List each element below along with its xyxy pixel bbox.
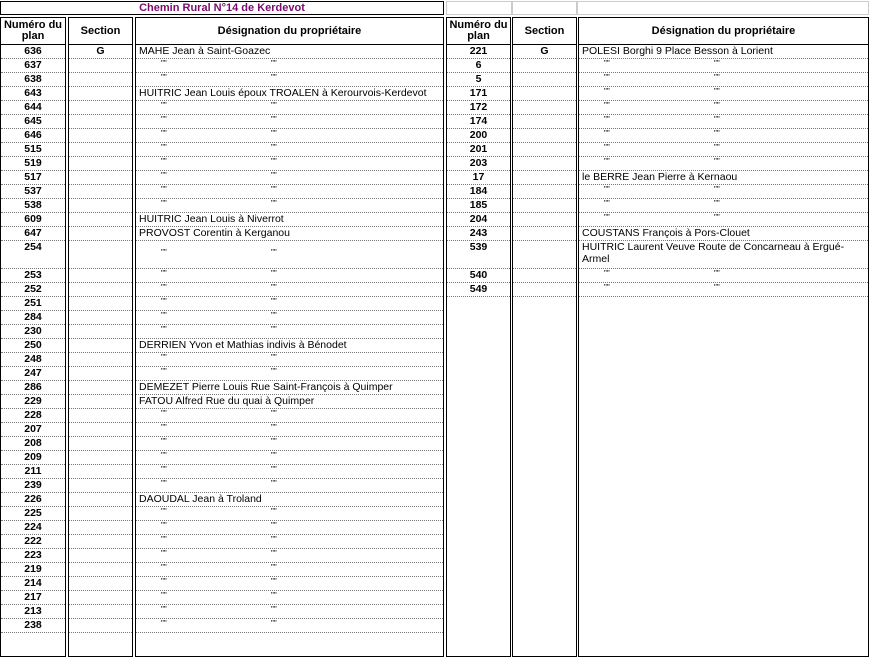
plan-number-cell: 643 — [1, 87, 65, 101]
ditto-mark: "" — [271, 437, 277, 446]
plan-number-cell: 609 — [1, 213, 65, 227]
section-cell — [69, 535, 132, 549]
section-cell — [513, 73, 576, 87]
plan-number-cell: 250 — [1, 339, 65, 353]
owner-designation-cell — [136, 283, 443, 297]
owner-designation-cell — [136, 605, 443, 619]
ditto-mark: "" — [161, 269, 167, 278]
section-cell — [513, 213, 576, 227]
ditto-mark: "" — [161, 248, 167, 257]
plan-number-cell: 230 — [1, 325, 65, 339]
ditto-mark: "" — [271, 59, 277, 68]
ditto-mark: "" — [161, 507, 167, 516]
ditto-mark: "" — [271, 101, 277, 110]
owner-designation-cell — [136, 577, 443, 591]
plan-number-cell: 637 — [1, 59, 65, 73]
plan-number-cell: 17 — [447, 171, 510, 185]
owner-designation-cell: DAOUDAL Jean à Troland — [136, 493, 443, 507]
plan-number-cell: 174 — [447, 115, 510, 129]
ditto-mark: "" — [161, 577, 167, 586]
owner-designation-cell — [579, 213, 868, 227]
ditto-mark: "" — [604, 101, 610, 110]
section-cell — [69, 591, 132, 605]
plan-number-cell: 517 — [1, 171, 65, 185]
ditto-mark: "" — [161, 59, 167, 68]
plan-number-cell: 252 — [1, 283, 65, 297]
ditto-mark: "" — [271, 311, 277, 320]
ditto-mark: "" — [714, 157, 720, 166]
plan-number-cell: 638 — [1, 73, 65, 87]
ditto-mark: "" — [161, 563, 167, 572]
empty-title-cell — [577, 1, 869, 15]
plan-number-cell: 248 — [1, 353, 65, 367]
header-numero-label: Numéro du plan — [449, 19, 508, 42]
plan-number-cell: 549 — [447, 283, 510, 297]
ditto-mark: "" — [161, 591, 167, 600]
empty-title-cell — [512, 1, 577, 15]
section-cell — [69, 87, 132, 101]
section-cell — [69, 493, 132, 507]
ditto-mark: "" — [271, 549, 277, 558]
ditto-mark: "" — [161, 437, 167, 446]
section-cell — [513, 101, 576, 115]
owner-designation-cell — [579, 157, 868, 171]
section-cell — [69, 605, 132, 619]
ditto-mark: "" — [604, 143, 610, 152]
section-cell — [69, 619, 132, 633]
ditto-mark: "" — [161, 451, 167, 460]
plan-number-cell: 226 — [1, 493, 65, 507]
ditto-mark: "" — [161, 115, 167, 124]
ditto-mark: "" — [271, 157, 277, 166]
ditto-mark: "" — [714, 101, 720, 110]
section-cell — [69, 465, 132, 479]
section-cell — [69, 549, 132, 563]
plan-number-cell: 185 — [447, 199, 510, 213]
owner-designation-cell: POLESI Borghi 9 Place Besson à Lorient — [579, 45, 868, 59]
owner-designation-cell — [579, 199, 868, 213]
owner-designation-cell — [136, 101, 443, 115]
section-cell — [69, 423, 132, 437]
header-section-right — [512, 17, 577, 45]
plan-number-cell: 211 — [1, 465, 65, 479]
section-cell — [513, 269, 576, 283]
owner-designation-cell — [136, 451, 443, 465]
owner-designation-cell: le BERRE Jean Pierre à Kernaou — [579, 171, 868, 185]
section-cell — [69, 479, 132, 493]
section-cell — [513, 157, 576, 171]
ditto-mark: "" — [161, 535, 167, 544]
plan-number-cell: 219 — [1, 563, 65, 577]
header-section-label: Section — [524, 24, 565, 37]
plan-number-cell: 204 — [447, 213, 510, 227]
owner-designation-cell — [136, 241, 443, 269]
ditto-mark: "" — [271, 248, 277, 257]
owner-designation-cell — [136, 59, 443, 73]
ditto-mark: "" — [161, 101, 167, 110]
ditto-mark: "" — [271, 619, 277, 628]
ditto-mark: "" — [161, 409, 167, 418]
section-cell — [69, 339, 132, 353]
plan-number-cell: 5 — [447, 73, 510, 87]
plan-number-cell: 207 — [1, 423, 65, 437]
ditto-mark: "" — [271, 423, 277, 432]
section-cell — [69, 409, 132, 423]
header-designation-label: Désignation du propriétaire — [217, 24, 362, 37]
section-cell — [69, 311, 132, 325]
ditto-mark: "" — [161, 353, 167, 362]
section-cell — [513, 283, 576, 297]
owner-designation-cell — [136, 465, 443, 479]
ditto-mark: "" — [271, 353, 277, 362]
ditto-mark: "" — [271, 115, 277, 124]
ditto-mark: "" — [161, 605, 167, 614]
plan-number-cell: 243 — [447, 227, 510, 241]
plan-number-cell: 200 — [447, 129, 510, 143]
ditto-mark: "" — [161, 73, 167, 82]
plan-number-cell: 538 — [1, 199, 65, 213]
owner-designation-cell — [136, 437, 443, 451]
section-cell — [513, 87, 576, 101]
section-cell — [69, 227, 132, 241]
ditto-mark: "" — [161, 171, 167, 180]
section-cell — [69, 325, 132, 339]
section-cell — [69, 129, 132, 143]
header-section-label: Section — [80, 24, 121, 37]
plan-number-cell: 172 — [447, 101, 510, 115]
ditto-mark: "" — [271, 199, 277, 208]
ditto-mark: "" — [271, 325, 277, 334]
section-cell — [69, 213, 132, 227]
plan-number-cell: 247 — [1, 367, 65, 381]
ditto-mark: "" — [161, 311, 167, 320]
section-cell: G — [513, 45, 576, 59]
ditto-mark: "" — [604, 185, 610, 194]
owner-designation-cell — [579, 143, 868, 157]
owner-designation-cell — [136, 549, 443, 563]
header-section — [68, 17, 133, 45]
section-cell — [69, 353, 132, 367]
ditto-mark: "" — [604, 59, 610, 68]
owner-designation-cell — [579, 101, 868, 115]
ditto-mark: "" — [161, 423, 167, 432]
ditto-mark: "" — [161, 283, 167, 292]
section-cell — [69, 395, 132, 409]
ditto-mark: "" — [714, 115, 720, 124]
left-table — [0, 17, 444, 657]
owner-designation-cell — [579, 185, 868, 199]
title-bar — [0, 0, 870, 16]
ditto-mark: "" — [161, 549, 167, 558]
owner-designation-cell — [136, 325, 443, 339]
empty-title-cell — [446, 1, 512, 15]
ditto-mark: "" — [161, 479, 167, 488]
owner-designation-cell — [579, 115, 868, 129]
section-cell: G — [69, 45, 132, 59]
ditto-mark: "" — [161, 619, 167, 628]
section-cell — [69, 381, 132, 395]
plan-number-cell: 222 — [1, 535, 65, 549]
plan-number-cell: 239 — [1, 479, 65, 493]
ditto-mark: "" — [714, 59, 720, 68]
plan-number-cell: 203 — [447, 157, 510, 171]
owner-designation-cell — [136, 619, 443, 633]
ditto-mark: "" — [714, 269, 720, 278]
plan-number-cell: 6 — [447, 59, 510, 73]
ditto-mark: "" — [271, 521, 277, 530]
section-cell — [69, 185, 132, 199]
plan-number-cell: 286 — [1, 381, 65, 395]
ditto-mark: "" — [161, 521, 167, 530]
plan-number-cell: 214 — [1, 577, 65, 591]
section-cell — [69, 269, 132, 283]
owner-designation-cell — [136, 409, 443, 423]
plan-number-cell: 284 — [1, 311, 65, 325]
owner-designation-cell — [136, 269, 443, 283]
owner-designation-cell — [136, 591, 443, 605]
owner-designation-cell — [136, 563, 443, 577]
section-cell — [69, 451, 132, 465]
title-cell — [0, 1, 444, 15]
ditto-mark: "" — [714, 73, 720, 82]
owner-designation-cell: HUITRIC Laurent Veuve Route de Concarneau à Ergué-Armel — [579, 241, 868, 269]
ditto-mark: "" — [161, 199, 167, 208]
section-cell — [69, 115, 132, 129]
owner-designation-cell: MAHE Jean à Saint-Goazec — [136, 45, 443, 59]
ditto-mark: "" — [604, 283, 610, 292]
owner-designation-cell — [579, 73, 868, 87]
section-cell — [69, 241, 132, 269]
section-cell — [69, 437, 132, 451]
plan-number-cell: 647 — [1, 227, 65, 241]
owner-designation-cell — [136, 297, 443, 311]
owner-designation-cell — [579, 283, 868, 297]
section-cell — [513, 171, 576, 185]
section-cell — [69, 367, 132, 381]
owner-designation-cell: DERRIEN Yvon et Mathias indivis à Bénodet — [136, 339, 443, 353]
section-cell — [69, 171, 132, 185]
owner-designation-cell — [136, 171, 443, 185]
plan-number-cell: 223 — [1, 549, 65, 563]
plan-number-cell: 537 — [1, 185, 65, 199]
ditto-mark: "" — [271, 283, 277, 292]
ditto-mark: "" — [271, 605, 277, 614]
ditto-mark: "" — [604, 157, 610, 166]
ditto-mark: "" — [161, 297, 167, 306]
ditto-mark: "" — [271, 465, 277, 474]
plan-number-cell: 539 — [447, 241, 510, 269]
ditto-mark: "" — [271, 507, 277, 516]
ditto-mark: "" — [161, 143, 167, 152]
owner-designation-cell — [136, 185, 443, 199]
header-designation — [135, 17, 444, 45]
plan-number-cell: 519 — [1, 157, 65, 171]
owner-designation-cell — [136, 129, 443, 143]
ditto-mark: "" — [271, 409, 277, 418]
section-cell — [69, 507, 132, 521]
ditto-mark: "" — [161, 129, 167, 138]
ditto-mark: "" — [161, 367, 167, 376]
owner-designation-cell: HUITRIC Jean Louis époux TROALEN à Kerourvois-Kerdevot — [136, 87, 443, 101]
ditto-mark: "" — [271, 269, 277, 278]
ditto-mark: "" — [604, 269, 610, 278]
section-cell — [69, 283, 132, 297]
right-table — [446, 17, 870, 657]
owner-designation-cell — [136, 199, 443, 213]
ditto-mark: "" — [714, 129, 720, 138]
owner-designation-cell — [136, 157, 443, 171]
ditto-mark: "" — [271, 73, 277, 82]
owner-designation-cell — [579, 269, 868, 283]
header-numero-label: Numéro du plan — [3, 19, 63, 42]
owner-designation-cell — [136, 521, 443, 535]
ditto-mark: "" — [714, 87, 720, 96]
plan-number-cell: 238 — [1, 619, 65, 633]
section-cell — [513, 59, 576, 73]
section-cell — [69, 157, 132, 171]
ditto-mark: "" — [604, 115, 610, 124]
ditto-mark: "" — [604, 73, 610, 82]
section-cell — [69, 297, 132, 311]
plan-number-cell: 251 — [1, 297, 65, 311]
plan-number-cell: 229 — [1, 395, 65, 409]
plan-number-cell: 646 — [1, 129, 65, 143]
plan-number-cell: 645 — [1, 115, 65, 129]
owner-designation-cell — [136, 367, 443, 381]
ditto-mark: "" — [161, 185, 167, 194]
plan-number-cell: 221 — [447, 45, 510, 59]
owner-designation-cell: COUSTANS François à Pors-Clouet — [579, 227, 868, 241]
plan-number-cell: 515 — [1, 143, 65, 157]
ditto-mark: "" — [271, 535, 277, 544]
section-cell — [513, 143, 576, 157]
ditto-mark: "" — [714, 199, 720, 208]
ditto-mark: "" — [271, 185, 277, 194]
section-cell — [513, 227, 576, 241]
plan-number-cell: 254 — [1, 241, 65, 269]
owner-designation-cell: HUITRIC Jean Louis à Niverrot — [136, 213, 443, 227]
section-cell — [69, 199, 132, 213]
ditto-mark: "" — [271, 479, 277, 488]
section-cell — [69, 59, 132, 73]
section-cell — [69, 577, 132, 591]
owner-designation-cell — [136, 311, 443, 325]
ditto-mark: "" — [161, 465, 167, 474]
ditto-mark: "" — [714, 185, 720, 194]
section-cell — [513, 115, 576, 129]
section-cell — [513, 241, 576, 269]
ditto-mark: "" — [714, 143, 720, 152]
owner-designation-cell — [579, 59, 868, 73]
plan-number-cell: 225 — [1, 507, 65, 521]
ditto-mark: "" — [604, 199, 610, 208]
ditto-mark: "" — [271, 563, 277, 572]
section-cell — [69, 563, 132, 577]
ditto-mark: "" — [604, 129, 610, 138]
owner-designation-cell — [136, 479, 443, 493]
plan-number-cell: 636 — [1, 45, 65, 59]
section-cell — [69, 521, 132, 535]
section-cell — [69, 73, 132, 87]
section-cell — [513, 199, 576, 213]
plan-number-cell: 217 — [1, 591, 65, 605]
header-numero-right — [446, 17, 511, 45]
plan-number-cell: 184 — [447, 185, 510, 199]
owner-designation-cell — [136, 73, 443, 87]
plan-number-cell: 253 — [1, 269, 65, 283]
plan-number-cell: 213 — [1, 605, 65, 619]
plan-number-cell: 208 — [1, 437, 65, 451]
ditto-mark: "" — [604, 87, 610, 96]
ditto-mark: "" — [714, 283, 720, 292]
owner-designation-cell: PROVOST Corentin à Kerganou — [136, 227, 443, 241]
owner-designation-cell: FATOU Alfred Rue du quai à Quimper — [136, 395, 443, 409]
ditto-mark: "" — [271, 297, 277, 306]
ditto-mark: "" — [271, 451, 277, 460]
plan-number-cell: 209 — [1, 451, 65, 465]
owner-designation-cell — [136, 423, 443, 437]
ditto-mark: "" — [271, 367, 277, 376]
plan-number-cell: 201 — [447, 143, 510, 157]
plan-number-cell: 644 — [1, 101, 65, 115]
owner-designation-cell — [579, 129, 868, 143]
plan-number-cell: 224 — [1, 521, 65, 535]
section-cell — [513, 129, 576, 143]
section-cell — [513, 185, 576, 199]
ditto-mark: "" — [161, 325, 167, 334]
owner-designation-cell — [136, 115, 443, 129]
owner-designation-cell — [136, 143, 443, 157]
plan-number-cell: 171 — [447, 87, 510, 101]
plan-number-cell: 228 — [1, 409, 65, 423]
document-title: Chemin Rural N°14 de Kerdevot — [139, 2, 305, 14]
owner-designation-cell — [136, 507, 443, 521]
owner-designation-cell: DEMEZET Pierre Louis Rue Saint-François à Quimper — [136, 381, 443, 395]
header-numero — [0, 17, 66, 45]
ditto-mark: "" — [271, 171, 277, 180]
plan-number-cell: 540 — [447, 269, 510, 283]
header-designation-label: Désignation du propriétaire — [651, 24, 796, 37]
ditto-mark: "" — [271, 591, 277, 600]
section-cell — [69, 101, 132, 115]
ditto-mark: "" — [714, 213, 720, 222]
ditto-mark: "" — [604, 213, 610, 222]
header-designation-right — [578, 17, 869, 45]
owner-designation-cell — [136, 535, 443, 549]
ditto-mark: "" — [271, 129, 277, 138]
section-cell — [69, 143, 132, 157]
ditto-mark: "" — [271, 143, 277, 152]
owner-designation-cell — [579, 87, 868, 101]
ditto-mark: "" — [271, 577, 277, 586]
owner-designation-cell — [136, 353, 443, 367]
ditto-mark: "" — [161, 157, 167, 166]
